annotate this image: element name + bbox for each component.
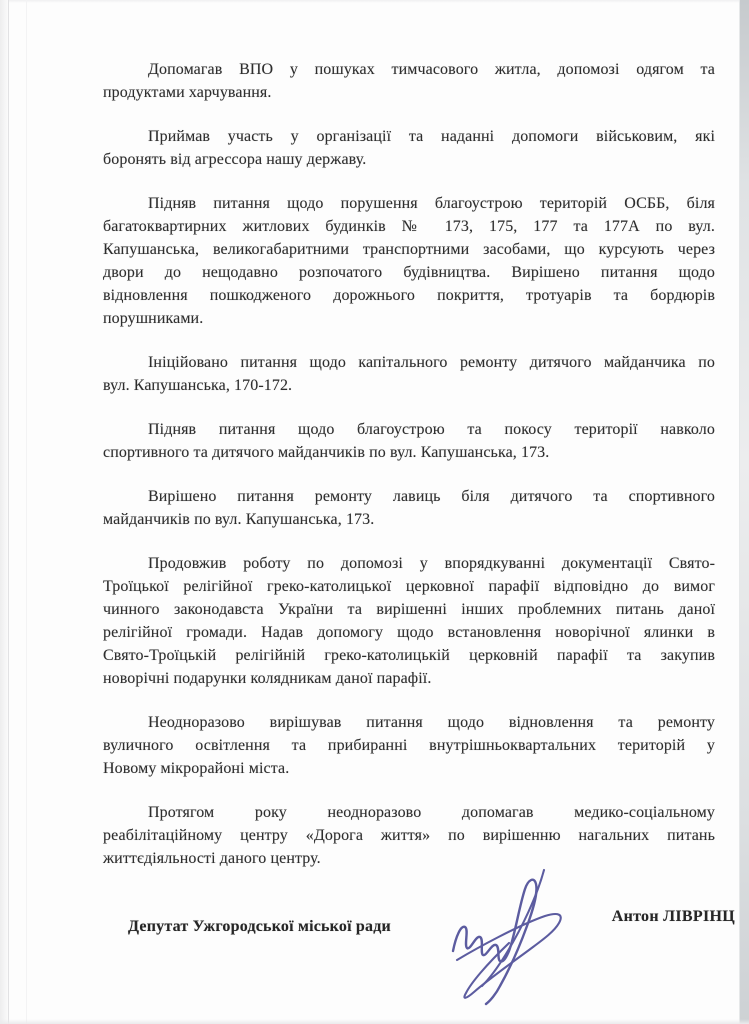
- paragraph: [103, 801, 715, 870]
- paragraph: [103, 418, 715, 464]
- text-line: Новому мікрорайоні міста.: [103, 760, 290, 777]
- text-line: Свято-Троїцькій релігійній греко-католицькій церковній парафії та закупив: [103, 647, 715, 664]
- signature-stroke-loop: [457, 914, 561, 998]
- text-line: Вирішено питання ремонту лавиць біля дитячого та спортивного: [148, 488, 715, 505]
- scan-edge-top: [0, 0, 749, 3]
- paragraph: [103, 711, 715, 780]
- text-line: відновлення пошкодженого дорожнього покриття, тротуарів та бордюрів: [103, 287, 715, 304]
- text-line: двори до нещодавно розпочатого будівництва. Вирішено питання щодо: [103, 264, 715, 281]
- handwritten-signature: [443, 854, 591, 1006]
- text-line: порушниками.: [103, 310, 204, 327]
- paragraph: [103, 351, 715, 397]
- text-line: Підняв питання щодо порушення благоустрою територій ОСББ, біля: [148, 195, 715, 212]
- text-line: Троїцької релігійної греко-католицької церковної парафії відповідно до вимог: [103, 578, 715, 595]
- text-line: Неодноразово вирішував питання щодо відновлення та ремонту: [148, 714, 715, 731]
- paragraph: [103, 552, 715, 690]
- text-line: реабілітаційному центру «Дорога життя» по вирішенню нагальних питань: [103, 827, 715, 844]
- text-line: боронять від агрессора нашу державу.: [103, 151, 367, 168]
- text-line: продуктами харчування.: [103, 84, 272, 101]
- scan-edge-right: [739, 0, 749, 1024]
- signatory-name: Антон ЛІВРІНЦ: [611, 908, 735, 925]
- text-line: багатоквартирних житлових будинків № 173, 175, 177 та 177А по вул.: [103, 218, 715, 235]
- text-line: Приймав участь у організації та наданні допомоги військовим, які: [148, 128, 715, 145]
- text-line: Продовжив роботу по допомозі у впорядкуванні документації Свято-: [148, 555, 715, 572]
- document-body: [103, 58, 715, 891]
- text-line: спортивного та дитячого майданчиків по вул. Капушанська, 173.: [103, 444, 550, 461]
- signature-stroke-main: [453, 880, 536, 1004]
- text-line: Підняв питання щодо благоустрою та покосу території навколо: [148, 421, 715, 438]
- text-line: вул. Капушанська, 170-172.: [103, 377, 293, 394]
- text-line: чинного законодавста України та вирішенні інших проблемних питань даної: [103, 601, 715, 618]
- paragraph: [103, 58, 715, 104]
- scan-edge-left-crease: [26, 0, 27, 1024]
- scan-edge-left: [0, 0, 9, 1024]
- text-line: новорічні подарунки колядникам даної парафії.: [103, 670, 432, 687]
- text-line: релігійної громади. Надав допомогу щодо встановлення новорічної ялинки в: [103, 624, 715, 641]
- signature-block: [0, 900, 749, 1024]
- paragraph: [103, 485, 715, 531]
- signature-stroke-cross: [482, 870, 544, 986]
- paragraph: [103, 192, 715, 330]
- text-line: життєдіяльності даного центру.: [103, 850, 321, 867]
- text-line: Капушанська, великогабаритними транспортними засобами, що курсують через: [103, 241, 715, 258]
- text-line: Ініційовано питання щодо капітального ремонту дитячого майданчика по: [148, 354, 715, 371]
- text-line: Протягом року неодноразово допомагав медико-соціальному: [148, 804, 715, 821]
- text-line: Допомагав ВПО у пошуках тимчасового житла, допомозі одягом та: [148, 61, 715, 78]
- signatory-position-label: Депутат Ужгородської міської ради: [128, 918, 391, 935]
- text-line: вуличного освітлення та прибиранні внутрішньоквартальних територій у: [103, 737, 715, 754]
- text-line: майданчиків по вул. Капушанська, 173.: [103, 511, 375, 528]
- paragraph: [103, 125, 715, 171]
